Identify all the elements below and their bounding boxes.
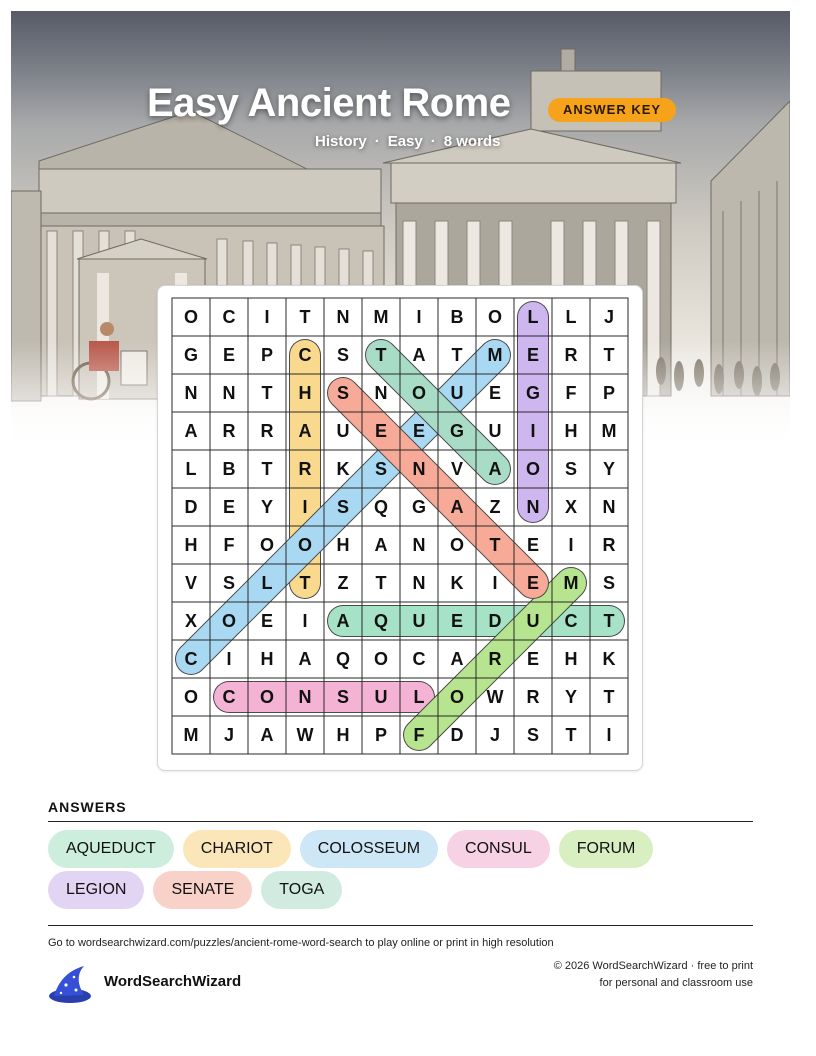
answer-chip: CHARIOT (183, 830, 291, 868)
grid-letter: E (526, 345, 540, 365)
grid-letter: F (413, 725, 425, 745)
grid-letter: R (298, 459, 312, 479)
grid-letter: T (603, 345, 615, 365)
grid-letter: O (221, 611, 237, 631)
grid-letter: U (488, 421, 502, 441)
grid-letter: I (302, 611, 308, 631)
grid-letter: L (527, 307, 539, 327)
answer-chip: AQUEDUCT (48, 830, 174, 868)
grid-letter: H (260, 649, 274, 669)
grid-letter: P (602, 383, 616, 403)
grid-letter: N (412, 573, 426, 593)
grid-letter: G (183, 345, 199, 365)
grid-letter: D (450, 725, 464, 745)
puzzle-title: Easy Ancient Rome (147, 81, 511, 125)
grid-letter: S (374, 459, 388, 479)
grid-letter: V (450, 459, 464, 479)
grid-letter: S (336, 687, 350, 707)
grid-letter: I (264, 307, 270, 327)
grid-letter: N (336, 307, 350, 327)
grid-letter: T (261, 459, 273, 479)
grid-letter: H (336, 535, 350, 555)
grid-letter: N (222, 383, 236, 403)
grid-letter: S (336, 497, 350, 517)
grid-letter: E (526, 535, 540, 555)
grid-letter: B (450, 307, 464, 327)
brand-name: WordSearchWizard (104, 973, 242, 990)
grid-letter: H (564, 649, 578, 669)
grid-letter: D (488, 611, 502, 631)
grid-letter: F (565, 383, 577, 403)
grid-letter: T (603, 687, 615, 707)
answer-chip: SENATE (153, 871, 252, 909)
grid-letter: J (603, 307, 615, 327)
grid-letter: T (261, 383, 273, 403)
grid-letter: E (222, 345, 236, 365)
grid-letter: H (184, 535, 198, 555)
grid-letter: T (375, 345, 387, 365)
grid-letter: A (298, 421, 312, 441)
grid-letter: A (184, 421, 198, 441)
grid-letter: I (416, 307, 422, 327)
grid-letter: P (374, 725, 388, 745)
grid-letter: I (530, 421, 536, 441)
grid-letter: Y (602, 459, 616, 479)
grid-letter: R (488, 649, 502, 669)
meta-separator: · (374, 133, 380, 150)
grid-letter: R (260, 421, 274, 441)
answer-chip: LEGION (48, 871, 144, 909)
grid-letter: D (184, 497, 198, 517)
answer-chip: CONSUL (447, 830, 550, 868)
grid-letter: N (526, 497, 540, 517)
grid-letter: A (260, 725, 274, 745)
grid-letter: R (564, 345, 578, 365)
grid-letter: S (336, 345, 350, 365)
grid-letter: A (450, 649, 464, 669)
grid-letter: Q (373, 497, 389, 517)
grid-letter: C (222, 687, 236, 707)
grid-letter: R (526, 687, 540, 707)
grid-letter: R (602, 535, 616, 555)
grid-letter: S (222, 573, 236, 593)
word-count-label: 8 words (443, 133, 501, 150)
grid-letter: Q (335, 649, 351, 669)
grid-letter: X (564, 497, 578, 517)
grid-letter: C (412, 649, 426, 669)
difficulty-label: Easy (387, 133, 423, 150)
grid-letter: A (450, 497, 464, 517)
puzzle-meta (315, 133, 500, 150)
grid-letter: G (449, 421, 465, 441)
grid-letter: V (184, 573, 198, 593)
grid-letter: O (487, 307, 503, 327)
answers-list (48, 830, 768, 912)
grid-letter: E (412, 421, 426, 441)
grid-letter: E (260, 611, 274, 631)
grid-letter: U (374, 687, 388, 707)
word-search-grid (172, 298, 628, 754)
grid-letter: M (563, 573, 579, 593)
answer-chip: COLOSSEUM (300, 830, 438, 868)
grid-letter: T (603, 611, 615, 631)
grid-letter: P (260, 345, 274, 365)
grid-letter: T (565, 725, 577, 745)
answers-heading: ANSWERS (48, 799, 127, 815)
grid-letter: N (298, 687, 312, 707)
grid-letter: U (526, 611, 540, 631)
grid-letter: R (222, 421, 236, 441)
answer-key-badge: ANSWER KEY (548, 98, 676, 122)
grid-letter: O (411, 383, 427, 403)
grid-letter: L (261, 573, 273, 593)
answer-chip: FORUM (559, 830, 654, 868)
grid-letter: K (450, 573, 464, 593)
grid-letter: A (374, 535, 388, 555)
category-label: History (315, 133, 367, 150)
grid-letter: Z (337, 573, 349, 593)
grid-letter: J (223, 725, 235, 745)
grid-letter: S (526, 725, 540, 745)
grid-letter: E (488, 383, 502, 403)
grid-letter: O (449, 535, 465, 555)
grid-letter: A (412, 345, 426, 365)
grid-letter: S (564, 459, 578, 479)
grid-letter: C (184, 649, 198, 669)
answer-chip: TOGA (261, 871, 342, 909)
grid-letter: O (297, 535, 313, 555)
grid-letter: C (298, 345, 312, 365)
grid-letter: N (412, 459, 426, 479)
grid-letter: T (299, 307, 311, 327)
grid-letter: H (298, 383, 312, 403)
grid-letter: N (602, 497, 616, 517)
grid-letter: S (602, 573, 616, 593)
divider (48, 925, 753, 926)
grid-letter: A (488, 459, 502, 479)
grid-letter: N (374, 383, 388, 403)
grid-letter: L (185, 459, 197, 479)
grid-letter: O (183, 687, 199, 707)
grid-letter: T (489, 535, 501, 555)
grid-letter: K (602, 649, 616, 669)
grid-letter: E (526, 573, 540, 593)
footer-url-text: Go to wordsearchwizard.com/puzzles/ancient-rome-word-search to play online or print in high resolution (48, 937, 554, 949)
grid-letter: M (601, 421, 617, 441)
grid-letter: E (450, 611, 464, 631)
grid-letter: O (449, 687, 465, 707)
grid-letter: O (259, 535, 275, 555)
grid-letter: X (184, 611, 198, 631)
meta-separator: · (430, 133, 436, 150)
grid-letter: M (373, 307, 389, 327)
grid-letter: M (487, 345, 503, 365)
grid-letter: T (375, 573, 387, 593)
grid-letter: N (412, 535, 426, 555)
divider (48, 821, 753, 822)
grid-letter: H (336, 725, 350, 745)
grid-letter: N (184, 383, 198, 403)
grid-letter: T (299, 573, 311, 593)
grid-letter: E (374, 421, 388, 441)
grid-letter: E (222, 497, 236, 517)
grid-letter: U (412, 611, 426, 631)
grid-letter: T (451, 345, 463, 365)
grid-letter: Z (489, 497, 501, 517)
grid-letter: I (568, 535, 574, 555)
grid-letter: Q (373, 611, 389, 631)
grid-letter: I (492, 573, 498, 593)
grid-letter: L (413, 687, 425, 707)
grid-letter: I (302, 497, 308, 517)
grid-letter: A (336, 611, 350, 631)
wizard-hat-icon (46, 963, 94, 1007)
grid-letter: C (564, 611, 578, 631)
grid-letter: O (373, 649, 389, 669)
copyright-text: © 2026 WordSearchWizard · free to print for personal and classroom use (553, 960, 753, 989)
grid-letter: Y (260, 497, 274, 517)
grid-letter: G (525, 383, 541, 403)
grid-letter: Y (564, 687, 578, 707)
grid-letter: G (411, 497, 427, 517)
grid-letter: M (183, 725, 199, 745)
grid-letter: I (606, 725, 612, 745)
grid-letter: B (222, 459, 236, 479)
grid-letter: W (296, 725, 314, 745)
grid-letter: W (486, 687, 504, 707)
grid-letter: I (226, 649, 232, 669)
grid-letter: C (222, 307, 236, 327)
grid-letter: U (450, 383, 464, 403)
grid-letter: O (183, 307, 199, 327)
grid-letter: O (525, 459, 541, 479)
grid-letter: U (336, 421, 350, 441)
grid-letter: A (298, 649, 312, 669)
grid-letter: E (526, 649, 540, 669)
grid-letter: O (259, 687, 275, 707)
grid-letter: S (336, 383, 350, 403)
grid-letter: L (565, 307, 577, 327)
grid-letter: F (223, 535, 235, 555)
grid-letter: J (489, 725, 501, 745)
grid-letter: H (564, 421, 578, 441)
grid-letter: K (336, 459, 350, 479)
